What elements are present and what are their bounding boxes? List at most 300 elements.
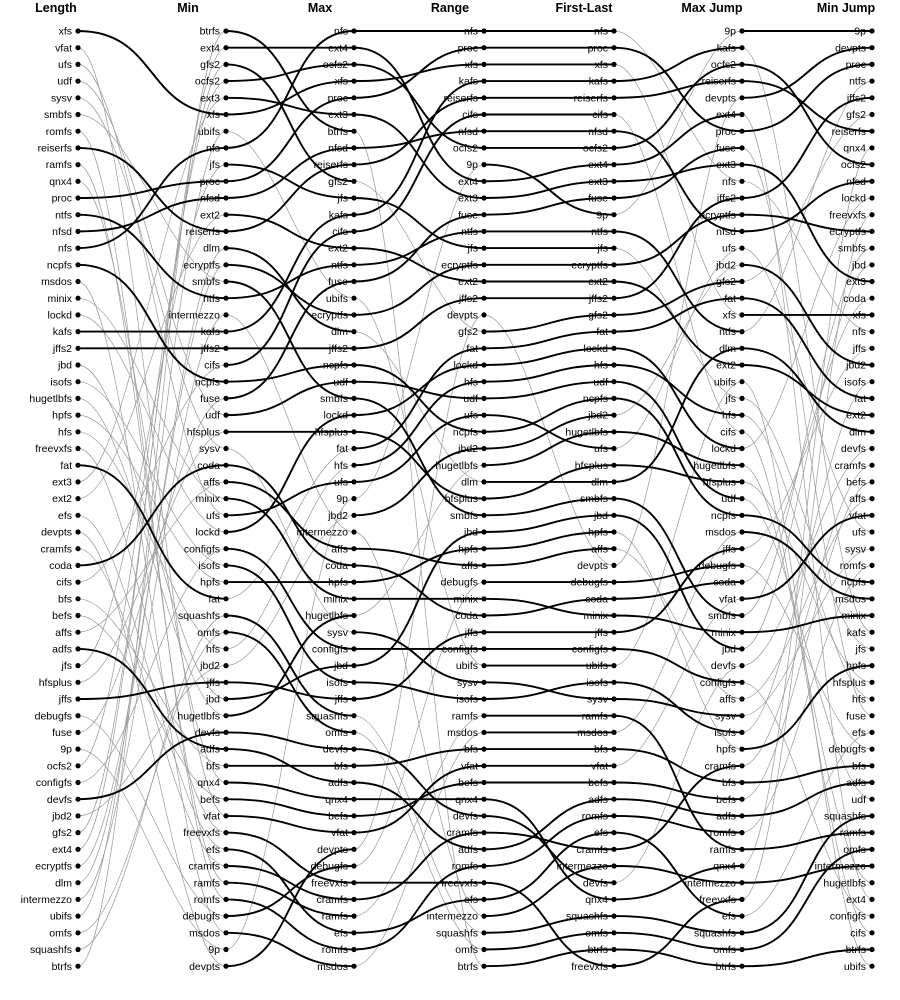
link-devpts-6-7	[742, 48, 872, 98]
node-dot-min-minix	[223, 496, 228, 501]
node-dot-min-romfs	[223, 897, 228, 902]
node-dot-length-ramfs	[75, 162, 80, 167]
node-label-max-vfat: vfat	[331, 827, 348, 840]
node-label-length-jfs: jfs	[61, 660, 72, 673]
node-dot-first-last-jffs2	[611, 296, 616, 301]
node-label-range-hfsplus: hfsplus	[444, 493, 478, 506]
node-dot-min-jump-affs	[869, 496, 874, 501]
node-dot-max-jump-reiserfs	[739, 79, 744, 84]
node-dot-max-isofs	[351, 680, 356, 685]
node-dot-range-debugfs	[481, 580, 486, 585]
node-dot-max-udf	[351, 379, 356, 384]
node-dot-length-btrfs	[75, 964, 80, 969]
node-dot-length-qnx4	[75, 179, 80, 184]
node-label-first-last-nfsd: nfsd	[588, 125, 608, 138]
node-label-min-hugetlbfs: hugetlbfs	[177, 710, 220, 723]
node-dot-range-nfs	[481, 28, 486, 33]
node-label-max-omfs: omfs	[325, 727, 348, 739]
node-dot-max-debugfs	[351, 863, 356, 868]
node-label-min-jfs: jfs	[209, 159, 220, 172]
node-label-first-last-ufs: ufs	[593, 443, 608, 456]
node-label-max-jffs: jffs	[334, 693, 348, 706]
node-label-min-jump-squashfs: squashfs	[823, 810, 866, 823]
node-dot-first-last-ubifs	[611, 663, 616, 668]
node-dot-max-jump-coda	[739, 580, 744, 585]
node-label-min-ufs: ufs	[205, 509, 220, 522]
node-label-max-dlm: dlm	[331, 326, 348, 339]
node-dot-max-jump-jfs	[739, 396, 744, 401]
node-label-max-proc: proc	[327, 92, 348, 105]
node-label-min-kafs: kafs	[200, 326, 220, 339]
node-dot-max-jump-ramfs	[739, 847, 744, 852]
node-dot-max-jump-omfs	[739, 947, 744, 952]
node-dot-min-cifs	[223, 362, 228, 367]
node-label-max-hpfs: hpfs	[328, 576, 348, 589]
node-dot-max-jump-freevxfs	[739, 897, 744, 902]
node-label-range-cifs: cifs	[462, 109, 478, 122]
node-label-range-bfs: bfs	[463, 743, 478, 756]
node-dot-max-coda	[351, 563, 356, 568]
node-label-range-ext4: ext4	[458, 175, 478, 188]
node-dot-first-last-minix	[611, 613, 616, 618]
node-label-length-isofs: isofs	[50, 376, 72, 389]
node-label-first-last-udf: udf	[593, 376, 608, 389]
node-dot-max-jump-fuse	[739, 145, 744, 150]
node-dot-min-jump-9p	[869, 28, 874, 33]
node-label-first-last-hfsplus: hfsplus	[574, 459, 608, 472]
node-label-length-btrfs: btrfs	[51, 960, 72, 973]
node-label-min-hpfs: hpfs	[200, 576, 220, 589]
node-dot-max-jump-proc	[739, 129, 744, 134]
node-dot-max-romfs	[351, 947, 356, 952]
node-dot-min-jffs	[223, 680, 228, 685]
node-label-first-last-omfs: omfs	[585, 927, 608, 940]
node-dot-first-last-lockd	[611, 346, 616, 351]
node-label-max-jump-gfs2: gfs2	[716, 276, 736, 289]
node-dot-length-sysv	[75, 95, 80, 100]
node-dot-min-jump-ncpfs	[869, 580, 874, 585]
node-label-min-jump-proc: proc	[845, 59, 866, 71]
node-label-first-last-ocfs2: ocfs2	[582, 142, 608, 155]
node-label-max-ramfs: ramfs	[321, 910, 348, 923]
node-label-max-jump-sysv: sysv	[715, 710, 736, 723]
node-label-first-last-ext3: ext3	[588, 175, 608, 188]
node-dot-length-debugfs	[75, 713, 80, 718]
node-dot-min-ubifs	[223, 129, 228, 134]
node-dot-max-jump-ubifs	[739, 379, 744, 384]
node-dot-range-vfat	[481, 763, 486, 768]
node-label-max-jump-squashfs: squashfs	[693, 927, 736, 940]
node-dot-max-adfs	[351, 780, 356, 785]
node-dot-min-ext4	[223, 45, 228, 50]
node-label-min-jump-devfs: devfs	[840, 443, 866, 456]
node-label-length-hfs: hfs	[57, 426, 72, 439]
node-label-length-xfs: xfs	[58, 25, 72, 38]
node-dot-range-udf	[481, 396, 486, 401]
node-label-max-jump-ncpfs: ncpfs	[710, 509, 736, 522]
node-dot-first-last-fat	[611, 329, 616, 334]
node-dot-first-last-devfs	[611, 880, 616, 885]
link-reiserfs-6-7	[742, 81, 872, 131]
node-label-first-last-smbfs: smbfs	[579, 493, 608, 506]
node-label-range-affs: affs	[461, 560, 478, 572]
node-label-range-devfs: devfs	[452, 810, 478, 823]
node-label-range-ubifs: ubifs	[455, 660, 478, 673]
node-dot-max-ext3	[351, 112, 356, 117]
node-label-range-xfs: xfs	[464, 59, 478, 71]
node-dot-first-last-omfs	[611, 930, 616, 935]
link-jfs-1-2	[78, 165, 226, 666]
node-dot-first-last-isofs	[611, 680, 616, 685]
node-label-first-last-lockd: lockd	[583, 342, 608, 355]
node-dot-max-nfs	[351, 28, 356, 33]
node-label-length-cifs: cifs	[56, 576, 72, 589]
node-dot-range-intermezzo	[481, 914, 486, 919]
node-dot-min-hugetlbfs	[223, 713, 228, 718]
node-dot-max-reiserfs	[351, 162, 356, 167]
node-dot-length-ntfs	[75, 212, 80, 217]
node-label-length-hugetlbfs: hugetlbfs	[29, 393, 72, 405]
node-dot-length-affs	[75, 630, 80, 635]
node-dot-range-ntfs	[481, 229, 486, 234]
node-label-min-ubifs: ubifs	[197, 125, 220, 138]
node-dot-max-btrfs	[351, 129, 356, 134]
node-label-length-adfs: adfs	[52, 643, 72, 656]
node-label-length-ecryptfs: ecryptfs	[35, 860, 72, 873]
node-label-max-fuse: fuse	[328, 276, 348, 289]
node-label-range-omfs: omfs	[455, 944, 478, 957]
node-dot-max-squashfs	[351, 713, 356, 718]
node-dot-first-last-ext4	[611, 162, 616, 167]
node-label-max-jump-ext2: ext2	[716, 359, 736, 372]
node-label-max-jump-nfsd: nfsd	[716, 226, 736, 238]
node-dot-length-ext2	[75, 496, 80, 501]
node-dot-min-jump-freevxfs	[869, 212, 874, 217]
node-dot-length-devfs	[75, 797, 80, 802]
link-lockd-3-4	[354, 365, 484, 415]
node-dot-max-hfsplus	[351, 429, 356, 434]
node-label-length-cramfs: cramfs	[40, 543, 72, 556]
node-label-first-last-gfs2: gfs2	[588, 309, 608, 322]
node-label-first-last-cramfs: cramfs	[576, 843, 608, 856]
node-label-max-efs: efs	[333, 927, 348, 940]
node-label-max-ncpfs: ncpfs	[322, 359, 348, 372]
node-dot-first-last-jfs	[611, 246, 616, 251]
node-dot-max-jump-nfs	[739, 179, 744, 184]
node-dot-range-ramfs	[481, 713, 486, 718]
node-label-min-ocfs2: ocfs2	[194, 75, 220, 88]
column-titles	[35, 1, 875, 15]
node-label-max-squashfs: squashfs	[305, 710, 348, 723]
node-label-min-jump-adfs: adfs	[846, 777, 866, 790]
node-dot-range-omfs	[481, 947, 486, 952]
node-label-max-jump-proc: proc	[715, 125, 736, 138]
node-dot-max-jump-kafs	[739, 45, 744, 50]
node-label-first-last-fat: fat	[596, 326, 608, 339]
node-dot-length-ufs	[75, 62, 80, 67]
node-dot-first-last-jbd2	[611, 413, 616, 418]
node-dot-first-last-hfs	[611, 362, 616, 367]
node-dot-min-vfat	[223, 813, 228, 818]
node-label-min-jump-ocfs2: ocfs2	[840, 159, 866, 172]
node-label-max-devfs: devfs	[322, 743, 348, 756]
node-dot-max-lockd	[351, 413, 356, 418]
node-dot-range-fat	[481, 346, 486, 351]
node-label-length-sysv: sysv	[51, 92, 72, 105]
node-label-min-nfsd: nfsd	[200, 192, 220, 205]
node-dot-max-nfsd	[351, 145, 356, 150]
node-dot-max-jump-jffs2	[739, 195, 744, 200]
node-dot-first-last-kafs	[611, 79, 616, 84]
node-dot-max-smbfs	[351, 396, 356, 401]
node-dot-max-jump-hfs	[739, 413, 744, 418]
node-dot-max-ubifs	[351, 296, 356, 301]
node-dot-first-last-coda	[611, 596, 616, 601]
node-dot-max-jump-squashfs	[739, 930, 744, 935]
node-label-max-jump-jffs: jffs	[722, 543, 736, 556]
node-label-min-romfs: romfs	[193, 894, 220, 906]
node-label-max-adfs: adfs	[328, 777, 348, 790]
node-label-max-kafs: kafs	[328, 209, 348, 222]
node-dot-max-9p	[351, 496, 356, 501]
node-dot-length-omfs	[75, 930, 80, 935]
node-label-max-jump-reiserfs: reiserfs	[701, 75, 736, 88]
node-dot-min-omfs	[223, 630, 228, 635]
node-label-max-romfs: romfs	[321, 944, 348, 957]
node-dot-min-jump-fuse	[869, 713, 874, 718]
node-label-first-last-coda: coda	[585, 593, 608, 606]
node-dot-min-jump-debugfs	[869, 747, 874, 752]
node-label-range-ntfs: ntfs	[461, 226, 478, 238]
node-dot-min-debugfs	[223, 914, 228, 919]
node-dot-length-bfs	[75, 596, 80, 601]
node-dot-max-jump-hfsplus	[739, 479, 744, 484]
node-dot-range-nfsd	[481, 129, 486, 134]
node-label-range-lockd: lockd	[453, 359, 478, 372]
node-dot-max-cifs	[351, 229, 356, 234]
node-label-length-nfsd: nfsd	[52, 226, 72, 238]
node-dot-length-squashfs	[75, 947, 80, 952]
link-fuse-3-4	[354, 215, 484, 282]
node-label-first-last-freevxfs: freevxfs	[571, 960, 608, 973]
node-dot-range-cifs	[481, 112, 486, 117]
node-dot-min-hfsplus	[223, 429, 228, 434]
node-label-max-ocfs2: ocfs2	[322, 59, 348, 71]
node-dot-first-last-bfs	[611, 747, 616, 752]
node-label-length-gfs2: gfs2	[52, 827, 72, 840]
node-label-range-nfsd: nfsd	[458, 125, 478, 138]
node-label-length-coda: coda	[49, 560, 72, 572]
node-dot-length-reiserfs	[75, 145, 80, 150]
node-dot-range-reiserfs	[481, 95, 486, 100]
node-label-min-jump-sysv: sysv	[845, 543, 866, 556]
node-label-min-jump-bfs: bfs	[851, 760, 866, 773]
node-label-max-lockd: lockd	[323, 409, 348, 422]
node-label-range-adfs: adfs	[458, 843, 478, 856]
node-dot-min-jump-efs	[869, 730, 874, 735]
node-dot-max-devpts	[351, 847, 356, 852]
node-label-max-jump-minix: minix	[711, 626, 736, 639]
node-dot-first-last-reiserfs	[611, 95, 616, 100]
node-label-max-xfs: xfs	[334, 75, 348, 88]
node-dot-range-jbd2	[481, 446, 486, 451]
node-label-range-minix: minix	[453, 593, 478, 606]
node-label-first-last-devfs: devfs	[582, 877, 608, 890]
node-dot-min-jump-befs	[869, 479, 874, 484]
node-dot-range-freevxfs	[481, 880, 486, 885]
node-label-max-jump-xfs: xfs	[722, 309, 736, 322]
node-dot-min-jump-squashfs	[869, 813, 874, 818]
node-label-max-cifs: cifs	[332, 226, 348, 238]
link-freevxfs-1-2	[78, 449, 226, 833]
node-label-range-fuse: fuse	[458, 209, 478, 222]
node-dot-length-minix	[75, 296, 80, 301]
node-label-range-jfs: jfs	[467, 242, 478, 255]
node-label-length-fat: fat	[60, 459, 72, 472]
node-dot-length-fuse	[75, 730, 80, 735]
node-dot-min-adfs	[223, 747, 228, 752]
link-reiserfs-2-3	[226, 165, 354, 232]
node-dot-range-minix	[481, 596, 486, 601]
node-label-min-jump-cifs: cifs	[850, 927, 866, 940]
node-label-max-jump-intermezzo: intermezzo	[684, 877, 736, 890]
node-dot-min-jump-smbfs	[869, 246, 874, 251]
node-label-min-omfs: omfs	[197, 626, 220, 639]
node-dot-first-last-ocfs2	[611, 145, 616, 150]
node-dot-first-last-squashfs	[611, 914, 616, 919]
node-dot-range-smbfs	[481, 513, 486, 518]
node-dot-first-last-msdos	[611, 730, 616, 735]
node-label-max-jfs: jfs	[337, 192, 348, 205]
node-dot-max-ocfs2	[351, 62, 356, 67]
node-label-max-jump-hfsplus: hfsplus	[702, 476, 736, 489]
node-dot-length-freevxfs	[75, 446, 80, 451]
node-label-min-bfs: bfs	[205, 760, 220, 773]
node-label-min-udf: udf	[205, 409, 220, 422]
node-label-range-devpts: devpts	[447, 309, 478, 322]
node-label-length-fuse: fuse	[52, 727, 72, 739]
node-label-max-affs: affs	[331, 543, 348, 556]
node-dot-max-freevxfs	[351, 880, 356, 885]
node-label-min-qnx4: qnx4	[197, 777, 220, 790]
node-dot-length-coda	[75, 563, 80, 568]
node-dot-range-jfs	[481, 246, 486, 251]
node-label-length-ocfs2: ocfs2	[46, 760, 72, 773]
node-dot-range-msdos	[481, 730, 486, 735]
node-label-min-jbd: jbd	[205, 693, 220, 706]
node-label-min-freevxfs: freevxfs	[183, 827, 220, 840]
node-label-max-jump-jbd2: jbd2	[716, 259, 736, 272]
node-label-range-isofs: isofs	[456, 693, 478, 706]
node-dot-range-hfsplus	[481, 496, 486, 501]
node-label-min-devpts: devpts	[189, 960, 220, 973]
node-label-length-jffs2: jffs2	[52, 342, 72, 355]
node-label-max-ntfs: ntfs	[331, 259, 348, 272]
node-dot-min-cramfs	[223, 863, 228, 868]
node-dot-min-jump-cramfs	[869, 463, 874, 468]
node-dot-min-xfs	[223, 112, 228, 117]
node-label-length-nfs: nfs	[57, 242, 72, 255]
node-label-max-jump-ocfs2: ocfs2	[710, 59, 736, 71]
node-label-range-udf: udf	[463, 393, 478, 405]
node-dot-max-jump-ocfs2	[739, 62, 744, 67]
node-label-max-jump-kafs: kafs	[716, 42, 736, 55]
node-label-max-jump-fuse: fuse	[716, 142, 736, 155]
node-label-min-jump-nfs: nfs	[851, 326, 866, 339]
node-dot-min-jump-ocfs2	[869, 162, 874, 167]
node-label-min-xfs: xfs	[206, 109, 220, 122]
node-label-min-ncpfs: ncpfs	[194, 376, 220, 389]
node-label-first-last-hpfs: hpfs	[588, 526, 608, 539]
node-dot-length-adfs	[75, 646, 80, 651]
node-dot-range-coda	[481, 613, 486, 618]
node-label-length-ext3: ext3	[52, 476, 72, 489]
node-dot-range-ext2	[481, 279, 486, 284]
node-label-max-udf: udf	[333, 376, 348, 389]
node-label-range-debugfs: debugfs	[440, 576, 478, 589]
node-label-min-jump-affs: affs	[849, 493, 866, 506]
node-label-max-jump-ufs: ufs	[721, 242, 736, 255]
node-label-min-jump-intermezzo: intermezzo	[814, 860, 866, 873]
node-dot-min-jump-ext2	[869, 413, 874, 418]
node-label-min-jump-kafs: kafs	[846, 626, 866, 639]
node-dot-min-coda	[223, 463, 228, 468]
node-label-max-9p: 9p	[336, 493, 348, 506]
column-title-min: Min	[177, 1, 199, 15]
node-label-max-jump-ext4: ext4	[716, 109, 736, 122]
node-label-min-jump-ext4: ext4	[846, 894, 866, 906]
node-dot-range-efs	[481, 897, 486, 902]
node-dot-length-configfs	[75, 780, 80, 785]
node-label-min-lockd: lockd	[195, 526, 220, 539]
node-label-min-jump-hpfs: hpfs	[846, 660, 866, 673]
node-dot-min-jump-jbd2	[869, 362, 874, 367]
node-label-min-jump-qnx4: qnx4	[843, 142, 866, 155]
node-dot-max-jump-nfsd	[739, 229, 744, 234]
node-dot-min-devpts	[223, 964, 228, 969]
node-dot-min-jump-jfs	[869, 646, 874, 651]
node-dot-max-affs	[351, 546, 356, 551]
node-label-length-ext4: ext4	[52, 843, 72, 856]
node-label-min-squashfs: squashfs	[177, 610, 220, 623]
node-dot-min-jump-hfs	[869, 696, 874, 701]
node-label-range-jbd: jbd	[463, 526, 478, 539]
node-dot-max-ext2	[351, 246, 356, 251]
node-dot-range-befs	[481, 780, 486, 785]
link-proc-3-4	[354, 48, 484, 98]
node-dot-min-squashfs	[223, 613, 228, 618]
node-dot-first-last-efs	[611, 830, 616, 835]
node-dot-max-jump-intermezzo	[739, 880, 744, 885]
node-dot-first-last-jbd	[611, 513, 616, 518]
node-dot-min-jump-ubifs	[869, 964, 874, 969]
node-label-max-jump-devpts: devpts	[705, 92, 736, 105]
node-label-range-ramfs: ramfs	[451, 710, 478, 723]
node-dot-first-last-freevxfs	[611, 964, 616, 969]
node-label-max-jump-btrfs: btrfs	[715, 960, 736, 973]
node-dot-first-last-smbfs	[611, 496, 616, 501]
node-dot-max-jump-xfs	[739, 312, 744, 317]
column-title-range: Range	[430, 1, 470, 15]
node-dot-min-devfs	[223, 730, 228, 735]
node-label-length-proc: proc	[51, 192, 72, 205]
node-dot-length-cifs	[75, 580, 80, 585]
node-dot-min-jump-hpfs	[869, 663, 874, 668]
node-dot-max-jump-cramfs	[739, 763, 744, 768]
node-dot-range-gfs2	[481, 329, 486, 334]
node-dot-min-configfs	[223, 546, 228, 551]
node-label-range-qnx4: qnx4	[455, 793, 478, 806]
